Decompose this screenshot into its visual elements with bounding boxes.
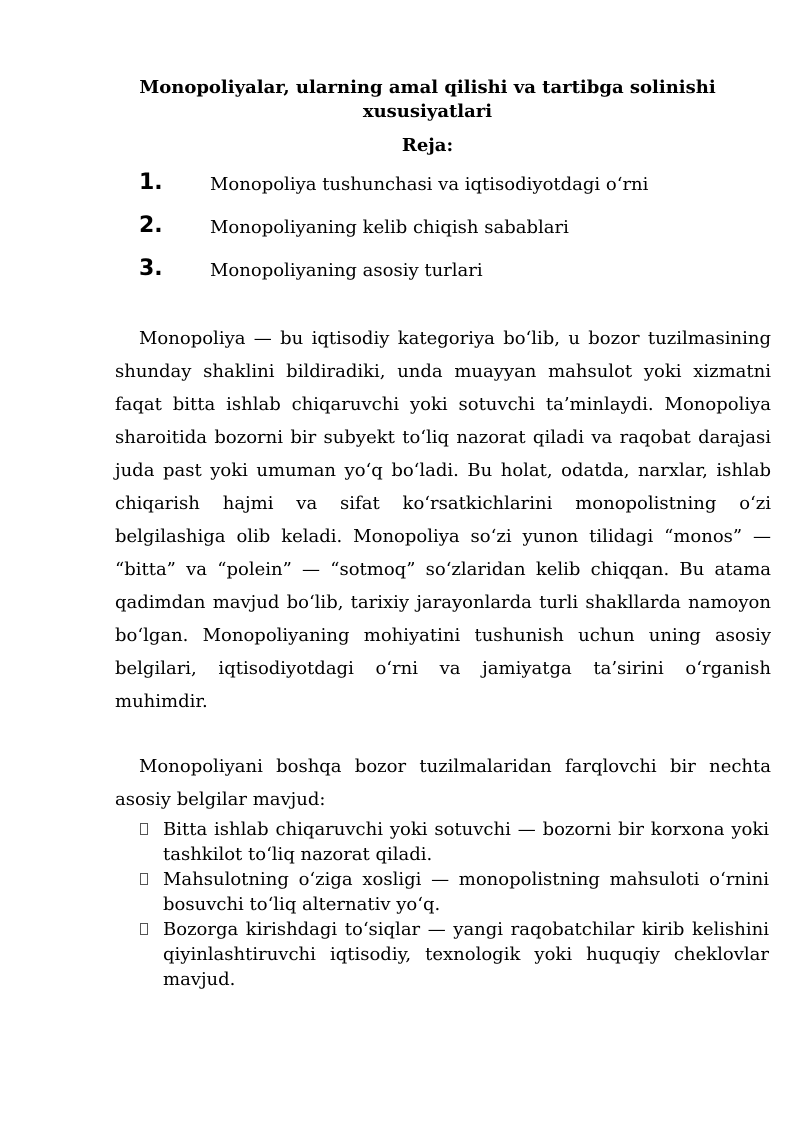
bullet-box-icon <box>140 923 148 935</box>
plan-item-number: 3. <box>139 256 163 281</box>
document-title: Monopoliyalar, ularning amal qilishi va tartibga solinishi xususiyatlari <box>139 77 716 122</box>
list-item <box>0 817 769 867</box>
list-item-text: Bitta ishlab chiqaruvchi yoki sotuvchi — bozorni bir korxona yoki tashkilot to‘liq nazorat qiladi. <box>163 819 769 865</box>
plan-item-number: 2. <box>139 213 163 238</box>
plan-item <box>0 211 800 254</box>
list-item <box>0 867 769 917</box>
plan-item-text: Monopoliyaning asosiy turlari <box>210 260 483 281</box>
plan-item <box>0 254 800 297</box>
plan-item <box>0 168 800 211</box>
list-item-text: Mahsulotning o‘ziga xosligi — monopolistning mahsuloti o‘rnini bosuvchi to‘liq alternativ yo‘q. <box>163 869 769 915</box>
plan-list <box>0 168 800 297</box>
plan-heading: Reja: <box>401 135 454 156</box>
list-item-text: Bozorga kirishdagi to‘siqlar — yangi raqobatchilar kirib kelishini qiyinlashtiruvchi iqtisodiy, texnologik yoki huquqiy cheklovlar mavjud. <box>163 919 769 990</box>
paragraph-features-intro: Monopoliyani boshqa bozor tuzilmalaridan farqlovchi bir nechta asosiy belgilar mavjud: <box>115 756 771 810</box>
paragraph-definition: Monopoliya — bu iqtisodiy kategoriya bo‘lib, u bozor tuzilmasining shunday shaklini bildiradiki, unda muayyan mahsulot yoki xizmatni faqat bitta ishlab chiqaruvchi yoki sotuvchi ta’minlaydi. Monopoliya sharoitida bozorni bir subyekt to‘liq nazorat qiladi va raqobat darajasi juda past yoki umuman yo‘q bo‘ladi. Bu holat, odatda, narxlar, ishlab chiqarish hajmi va sifat ko‘rsatkichlarini monopolistning o‘zi belgilashiga olib keladi. Monopoliya so‘zi yunon tilidagi “monos” — “bitta” va “polein” — “sotmoq” so‘zlaridan kelib chiqqan. Bu atama qadimdan mavjud bo‘lib, tarixiy jarayonlarda turli shakllarda namoyon bo‘lgan. Monopoliyaning mohiyatini tushunish uchun uning asosiy belgilari, iqtisodiyotdagi o‘rni va jamiyatga ta’sirini o‘rganish muhimdir. <box>115 328 771 712</box>
plan-item-number: 1. <box>139 170 163 195</box>
plan-item-text: Monopoliya tushunchasi va iqtisodiyotdagi o‘rni <box>210 174 649 195</box>
bullet-box-icon <box>140 823 148 835</box>
bullet-box-icon <box>140 873 148 885</box>
list-item <box>0 917 769 992</box>
features-list <box>0 817 800 992</box>
plan-item-text: Monopoliyaning kelib chiqish sabablari <box>210 217 569 238</box>
